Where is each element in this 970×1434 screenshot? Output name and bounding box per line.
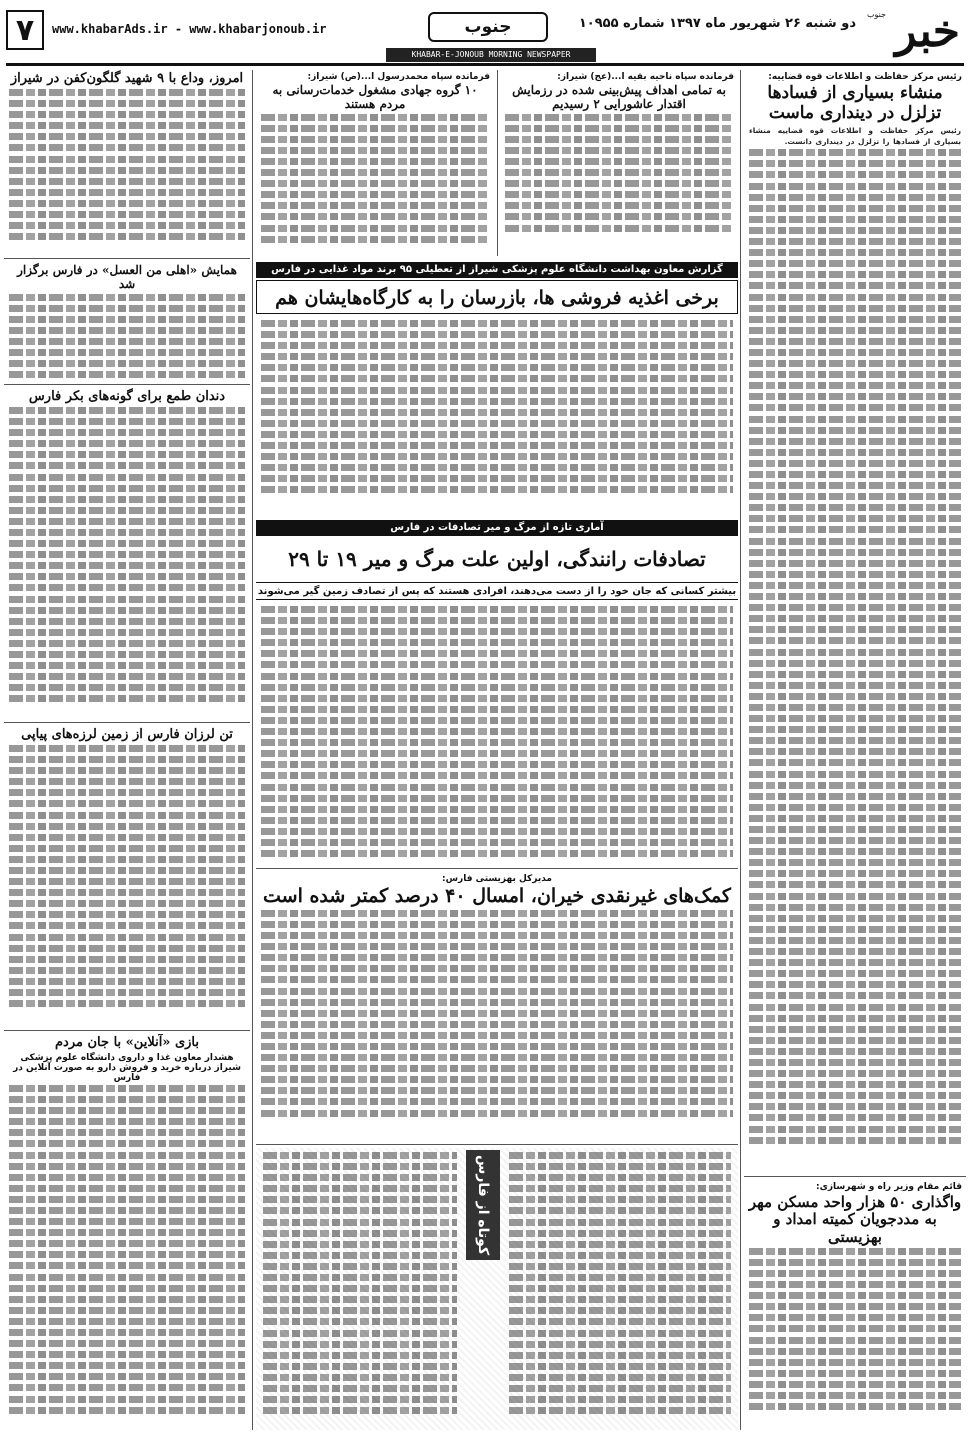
article-kicker: رئیس مرکز حفاظت و اطلاعات قوه قضاییه: <box>768 72 962 82</box>
article-headline[interactable]: تن لرزان فارس از زمین لرزه‌های پیاپی <box>21 727 233 742</box>
article-deck: بیشتر کسانی که جان خود را از دست می‌دهند، افرادی هستند که پس از تصادف زمین گیر می‌شوند <box>256 582 738 600</box>
article-honey <box>4 262 250 382</box>
article-body <box>261 114 489 243</box>
section-rule <box>4 1030 250 1031</box>
article-body <box>9 745 245 1007</box>
column-rule <box>252 70 253 1430</box>
briefs-label: کوتاه از فارس <box>466 1150 500 1260</box>
article-headline[interactable]: منشاء بسیاری از فسادها تزلزل در دینداری ماست <box>767 83 943 123</box>
article-accidents-body <box>256 604 738 866</box>
article-online-drugs <box>4 1034 250 1430</box>
article-body <box>261 320 733 493</box>
article-headline[interactable]: کمک‌های غیرنقدی خیران، امسال ۴۰ درصد کمتر شده است <box>263 885 731 907</box>
article-kicker: قائم مقام وزیر راه و شهرسازی: <box>816 1182 962 1192</box>
article-headline[interactable]: ۱۰ گروه جهادی مشغول خدمات‌رسانی به مردم هستند <box>272 83 478 111</box>
article-lead: رئیس مرکز حفاظت و اطلاعات قوه قضاییه منشاء بسیاری از فسادها را تزلزل در دینداری دانست. <box>749 126 961 147</box>
article-body <box>749 149 961 1143</box>
section-rule <box>4 384 250 385</box>
article-species <box>4 388 250 718</box>
banner-kicker: آماری تازه از مرگ و میر تصادفات در فارس <box>256 520 738 536</box>
column-rule <box>497 70 498 256</box>
masthead <box>6 4 964 66</box>
article-headline[interactable]: برخی اغذیه فروشی ها، بازرسان را به کارگاه‌هایشان هم <box>275 287 719 309</box>
article-headline[interactable]: بازی «آنلاین» با جان مردم <box>55 1035 199 1050</box>
article-body <box>749 1248 961 1410</box>
masthead-subtitle: KHABAR-E-JONOUB MORNING NEWSPAPER <box>386 48 596 62</box>
logo-subtext: جنوب <box>866 10 886 19</box>
article-food-body <box>256 318 738 518</box>
briefs-body <box>509 1152 731 1414</box>
article-headline[interactable]: تصادفات رانندگی، اولین علت مرگ و میر ۱۹ تا ۲۹ <box>288 547 706 571</box>
website-urls[interactable]: www.khabarAds.ir - www.khabarjonoub.ir <box>52 22 327 36</box>
article-earthquake <box>4 726 250 1026</box>
briefs-body <box>263 1152 457 1414</box>
page-number: ۷ <box>6 10 44 50</box>
section-rule <box>256 1144 738 1145</box>
article-religion-corruption <box>744 70 966 1170</box>
article-body <box>9 407 245 702</box>
banner-headline-box <box>256 538 738 580</box>
article-kicker: فرمانده سپاه ناحیه بقیه ا...(عج) شیراز: <box>557 72 734 82</box>
article-body <box>9 1085 245 1414</box>
banner-kicker: گزارش معاون بهداشت دانشگاه علوم پزشکی شیراز از تعطیلی ۹۵ برند مواد غذایی در فارس <box>256 262 738 278</box>
newspaper-logo[interactable] <box>864 4 964 64</box>
article-kicker: مدیرکل بهزیستی فارس: <box>442 874 552 884</box>
article-headline[interactable]: به تمامی اهداف پیش‌بینی شده در رزمایش اقتدار عاشورایی ۲ رسیدیم <box>512 83 726 111</box>
article-headline[interactable]: واگذاری ۵۰ هزار واحد مسکن مهر به مددجویان کمیته امداد و بهزیستی <box>748 1193 962 1246</box>
article-headline[interactable]: امروز، وداع با ۹ شهید گلگون‌کفن در شیراز <box>10 71 244 86</box>
article-body <box>9 294 245 379</box>
article-body <box>261 910 733 1117</box>
article-headline[interactable]: دندان طمع برای گونه‌های بکر فارس <box>28 389 226 404</box>
briefs-left <box>258 1150 462 1428</box>
section-rule <box>256 868 738 869</box>
briefs-right <box>504 1150 736 1428</box>
column-rule <box>740 70 741 1430</box>
article-kicker: فرمانده سپاه محمدرسول ا...(ص) شیراز: <box>307 72 490 82</box>
section-rule <box>4 258 250 259</box>
issue-date: دو شنبه ۲۶ شهریور ماه ۱۳۹۷ شماره ۱۰۹۵۵ <box>578 16 856 31</box>
article-exercise <box>500 70 738 256</box>
article-headline[interactable]: همایش «اهلی من العسل» در فارس برگزار شد <box>17 263 237 291</box>
article-body <box>9 89 245 240</box>
section-rule <box>744 1176 966 1177</box>
section-rule <box>4 722 250 723</box>
article-jihadi-groups <box>256 70 494 256</box>
article-deck: هشدار معاون غذا و داروی دانشگاه علوم پزشکی شیراز درباره خرید و فروش دارو به صورت آنلاین در فارس <box>13 1052 241 1083</box>
banner-headline-box <box>256 280 738 314</box>
article-body <box>261 606 733 857</box>
section-title: جنوب <box>428 12 548 42</box>
article-charity <box>256 872 738 1140</box>
article-housing <box>744 1180 966 1430</box>
logo-text: خبر <box>895 6 960 57</box>
article-body <box>505 114 733 232</box>
article-martyrs <box>4 70 250 256</box>
